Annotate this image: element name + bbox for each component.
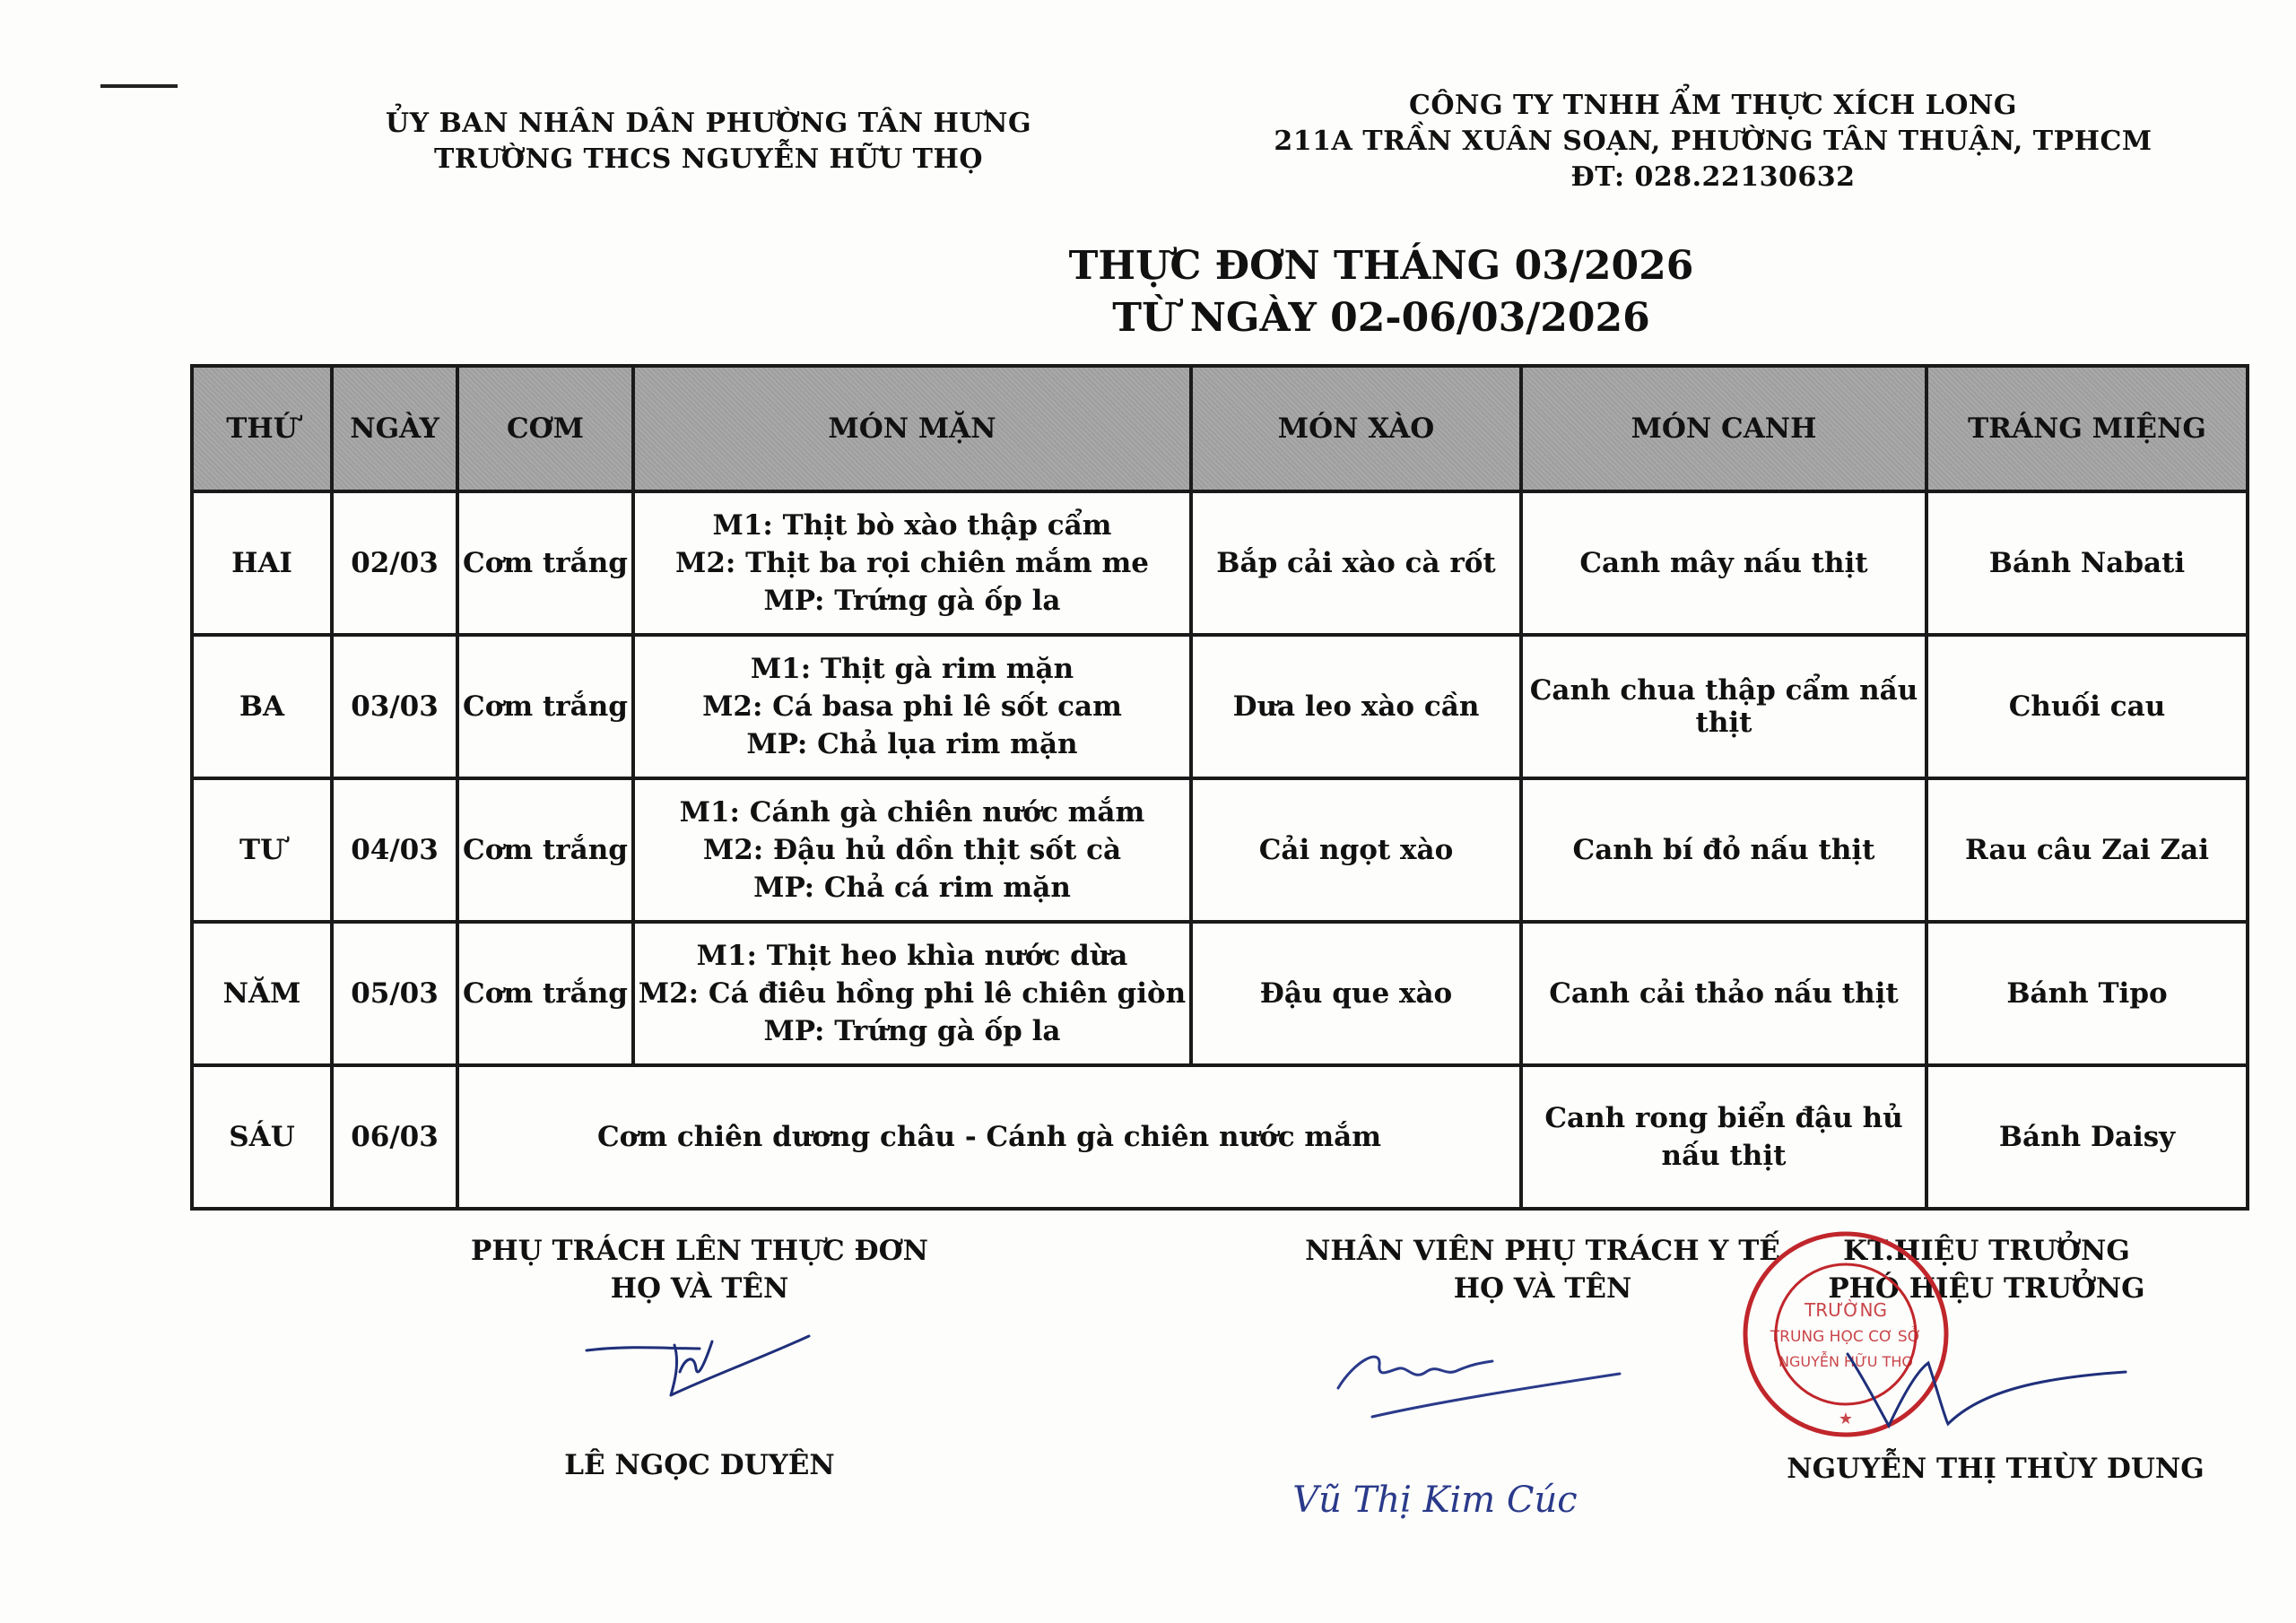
cell-ngay: 05/03 xyxy=(332,922,457,1065)
cell-mon-man xyxy=(633,635,1191,778)
svg-text:★: ★ xyxy=(1838,1410,1854,1428)
school-name-line: TRƯỜNG THCS NGUYỄN HỮU THỌ xyxy=(434,143,983,175)
signature-block-menu xyxy=(422,1232,978,1307)
title-month: THỰC ĐƠN THÁNG 03/2026 xyxy=(1068,243,1694,289)
header-mon-man: MÓN MẶN xyxy=(633,366,1191,491)
cell-mon-man xyxy=(633,778,1191,922)
dish-line: M2: Đậu hủ dồn thịt sốt cà xyxy=(702,834,1122,866)
cell-trang-mieng: Bánh Daisy xyxy=(1926,1065,2248,1209)
table-row-friday xyxy=(192,1065,2248,1209)
signature-sub: PHÓ HIỆU TRƯỞNG xyxy=(1828,1272,2145,1305)
handwritten-signature-right xyxy=(1830,1318,2135,1453)
dish-line: M2: Thịt ba rọi chiên mắm me xyxy=(675,547,1149,579)
header-ngay: NGÀY xyxy=(332,366,457,491)
cell-mon-man xyxy=(633,922,1191,1065)
company-header xyxy=(1256,88,2170,195)
signature-role: NHÂN VIÊN PHỤ TRÁCH Y TẾ xyxy=(1305,1235,1780,1267)
signature-role: KT.HIỆU TRƯỞNG xyxy=(1843,1235,2130,1267)
dish-line: M1: Cánh gà chiên nước mắm xyxy=(679,796,1145,829)
cell-ngay: 06/03 xyxy=(332,1065,457,1209)
school-committee-line: ỦY BAN NHÂN DÂN PHƯỜNG TÂN HƯNG xyxy=(385,108,1032,139)
cell-thu: BA xyxy=(192,635,332,778)
table-row xyxy=(192,778,2248,922)
cell-ngay: 04/03 xyxy=(332,778,457,922)
cell-mon-xao: Cải ngọt xào xyxy=(1191,778,1521,922)
header-thu: THỨ xyxy=(192,366,332,491)
cell-mon-xao: Đậu que xào xyxy=(1191,922,1521,1065)
menu-table xyxy=(190,364,2249,1211)
dish-line: MP: Chả cá rim mặn xyxy=(753,872,1071,904)
dish-line: M1: Thịt gà rim mặn xyxy=(750,653,1074,685)
cell-com: Cơm trắng xyxy=(457,778,633,922)
svg-text:TRƯỜNG: TRƯỜNG xyxy=(1805,1299,1887,1321)
dish-line: M1: Thịt bò xào thập cẩm xyxy=(712,509,1112,542)
cell-combined-meal: Cơm chiên dương châu - Cánh gà chiên nước mắm xyxy=(457,1065,1521,1209)
cell-mon-canh: Canh bí đỏ nấu thịt xyxy=(1521,778,1926,922)
cell-mon-man xyxy=(633,491,1191,635)
cell-thu: NĂM xyxy=(192,922,332,1065)
title-date-range: TỪ NGÀY 02-06/03/2026 xyxy=(1112,295,1650,341)
cell-trang-mieng: Rau câu Zai Zai xyxy=(1926,778,2248,922)
cell-mon-canh: Canh chua thập cẩm nấu thịt xyxy=(1521,635,1926,778)
header-trang-mieng: TRÁNG MIỆNG xyxy=(1926,366,2248,491)
header-com: CƠM xyxy=(457,366,633,491)
dish-line: MP: Trứng gà ốp la xyxy=(763,585,1061,617)
cell-trang-mieng: Bánh Tipo xyxy=(1926,922,2248,1065)
table-row xyxy=(192,922,2248,1065)
dish-line: M2: Cá basa phi lê sốt cam xyxy=(702,690,1122,723)
svg-text:TRUNG HỌC CƠ SỞ: TRUNG HỌC CƠ SỞ xyxy=(1770,1328,1922,1346)
cell-ngay: 03/03 xyxy=(332,635,457,778)
cell-com: Cơm trắng xyxy=(457,922,633,1065)
cell-ngay: 02/03 xyxy=(332,491,457,635)
cell-com: Cơm trắng xyxy=(457,491,633,635)
cell-thu: TƯ xyxy=(192,778,332,922)
cell-mon-canh: Canh mây nấu thịt xyxy=(1521,491,1926,635)
table-row xyxy=(192,635,2248,778)
dish-line: M1: Thịt heo khìa nước dừa xyxy=(696,940,1128,972)
dish-line: M2: Cá điêu hồng phi lê chiên giòn xyxy=(638,977,1187,1010)
page-title xyxy=(700,240,2063,344)
dish-line: MP: Trứng gà ốp la xyxy=(763,1015,1061,1047)
signer-name-right: NGUYỄN THỊ THÙY DUNG xyxy=(1787,1453,2205,1485)
cell-thu: SÁU xyxy=(192,1065,332,1209)
signer-name-left: LÊ NGỌC DUYÊN xyxy=(564,1449,835,1481)
company-address: 211A TRẦN XUÂN SOẠN, PHƯỜNG TÂN THUẬN, TPHCM xyxy=(1274,126,2152,157)
company-phone: ĐT: 028.22130632 xyxy=(1570,161,1856,193)
signature-sub: HỌ VÀ TÊN xyxy=(1453,1272,1632,1305)
cell-mon-xao: Bắp cải xào cà rốt xyxy=(1191,491,1521,635)
cell-trang-mieng: Bánh Nabati xyxy=(1926,491,2248,635)
corner-mark xyxy=(100,84,178,88)
cell-thu: HAI xyxy=(192,491,332,635)
signature-role: PHỤ TRÁCH LÊN THỰC ĐƠN xyxy=(471,1235,928,1267)
cell-trang-mieng: Chuối cau xyxy=(1926,635,2248,778)
header-mon-canh: MÓN CANH xyxy=(1521,366,1926,491)
table-row xyxy=(192,491,2248,635)
company-name: CÔNG TY TNHH ẨM THỰC XÍCH LONG xyxy=(1409,90,2017,121)
cell-mon-canh: Canh rong biển đậu hủ nấu thịt xyxy=(1521,1065,1926,1209)
signature-sub: HỌ VÀ TÊN xyxy=(610,1272,789,1305)
handwritten-signature-left xyxy=(574,1318,825,1417)
header-mon-xao: MÓN XÀO xyxy=(1191,366,1521,491)
cell-mon-canh: Canh cải thảo nấu thịt xyxy=(1521,922,1926,1065)
cell-mon-xao: Dưa leo xào cần xyxy=(1191,635,1521,778)
dish-line: MP: Chả lụa rim mặn xyxy=(746,728,1078,760)
signer-name-middle: Vũ Thị Kim Cúc xyxy=(1292,1480,1578,1521)
svg-text:NGUYỄN HỮU THỌ: NGUYỄN HỮU THỌ xyxy=(1779,1353,1913,1370)
school-header xyxy=(296,106,1121,178)
handwritten-signature-middle xyxy=(1327,1334,1632,1424)
cell-com: Cơm trắng xyxy=(457,635,633,778)
table-header-row xyxy=(192,366,2248,491)
